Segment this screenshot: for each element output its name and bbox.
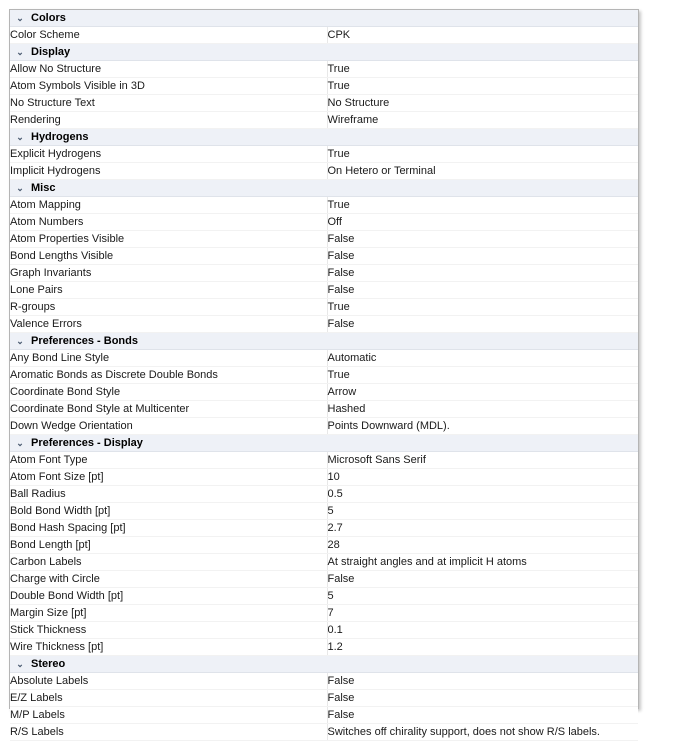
chevron-down-icon[interactable]: ⌄ — [16, 183, 24, 193]
property-name: Lone Pairs — [10, 282, 327, 299]
property-row[interactable] — [10, 724, 638, 741]
property-name: R/S Labels — [10, 724, 327, 741]
property-value[interactable]: True — [327, 61, 638, 78]
property-group-inner — [10, 44, 638, 60]
property-group-label: Hydrogens — [31, 131, 89, 143]
property-name: Coordinate Bond Style at Multicenter — [10, 401, 327, 418]
property-row[interactable] — [10, 673, 638, 690]
property-value[interactable]: CPK — [327, 27, 638, 44]
property-name: Carbon Labels — [10, 554, 327, 571]
property-group-header[interactable] — [10, 44, 638, 61]
property-group-label: Stereo — [31, 658, 66, 670]
property-value[interactable]: False — [327, 231, 638, 248]
property-value[interactable]: At straight angles and at implicit H atoms — [327, 554, 638, 571]
property-value[interactable]: Off — [327, 214, 638, 231]
property-value[interactable]: 2.7 — [327, 520, 638, 537]
property-row[interactable] — [10, 503, 638, 520]
chevron-down-icon[interactable]: ⌄ — [16, 336, 24, 346]
property-group-header[interactable] — [10, 333, 638, 350]
property-value[interactable]: False — [327, 707, 638, 724]
property-name: Atom Mapping — [10, 197, 327, 214]
property-row[interactable] — [10, 146, 638, 163]
property-row[interactable] — [10, 163, 638, 180]
property-group-header[interactable] — [10, 435, 638, 452]
property-name: R-groups — [10, 299, 327, 316]
property-group-cell — [10, 333, 638, 350]
property-name: Allow No Structure — [10, 61, 327, 78]
property-value[interactable]: False — [327, 316, 638, 333]
property-name: Charge with Circle — [10, 571, 327, 588]
property-value[interactable]: Switches off chirality support, does not show R/S labels. — [327, 724, 638, 741]
property-group-header[interactable] — [10, 656, 638, 673]
property-group-inner — [10, 656, 638, 672]
property-name: Explicit Hydrogens — [10, 146, 327, 163]
property-row[interactable] — [10, 622, 638, 639]
property-row[interactable] — [10, 639, 638, 656]
property-row[interactable] — [10, 95, 638, 112]
property-value[interactable]: 0.5 — [327, 486, 638, 503]
property-grid-panel — [9, 9, 639, 738]
property-value[interactable]: False — [327, 571, 638, 588]
property-row[interactable] — [10, 61, 638, 78]
property-value[interactable]: True — [327, 78, 638, 95]
property-row[interactable] — [10, 350, 638, 367]
property-name: Down Wedge Orientation — [10, 418, 327, 435]
property-name: Any Bond Line Style — [10, 350, 327, 367]
property-name: Implicit Hydrogens — [10, 163, 327, 180]
property-row[interactable] — [10, 316, 638, 333]
property-group-header[interactable] — [10, 10, 638, 27]
property-row[interactable] — [10, 282, 638, 299]
property-row[interactable] — [10, 554, 638, 571]
property-value[interactable]: False — [327, 673, 638, 690]
property-name: Atom Font Size [pt] — [10, 469, 327, 486]
property-row[interactable] — [10, 27, 638, 44]
property-name: Valence Errors — [10, 316, 327, 333]
property-group-label: Display — [31, 46, 71, 58]
property-row[interactable] — [10, 197, 638, 214]
property-row[interactable] — [10, 605, 638, 622]
property-name: Bond Hash Spacing [pt] — [10, 520, 327, 537]
property-value[interactable]: True — [327, 367, 638, 384]
property-group-label: Preferences - Bonds — [31, 335, 138, 347]
property-group-inner — [10, 129, 638, 145]
property-name: Double Bond Width [pt] — [10, 588, 327, 605]
property-value[interactable]: Points Downward (MDL). — [327, 418, 638, 435]
property-row[interactable] — [10, 452, 638, 469]
property-value[interactable]: Microsoft Sans Serif — [327, 452, 638, 469]
property-group-header[interactable] — [10, 180, 638, 197]
property-row[interactable] — [10, 418, 638, 435]
property-row[interactable] — [10, 299, 638, 316]
property-name: Atom Symbols Visible in 3D — [10, 78, 327, 95]
property-row[interactable] — [10, 707, 638, 724]
chevron-down-icon[interactable]: ⌄ — [16, 659, 24, 669]
property-value[interactable]: True — [327, 299, 638, 316]
property-value[interactable]: False — [327, 282, 638, 299]
property-group-cell — [10, 656, 638, 673]
property-value[interactable]: 5 — [327, 503, 638, 520]
chevron-down-icon[interactable]: ⌄ — [16, 13, 24, 23]
property-group-label: Preferences - Display — [31, 437, 143, 449]
property-name: Graph Invariants — [10, 265, 327, 282]
property-row[interactable] — [10, 571, 638, 588]
property-row[interactable] — [10, 486, 638, 503]
property-group-inner — [10, 333, 638, 349]
property-value[interactable]: Arrow — [327, 384, 638, 401]
property-row[interactable] — [10, 469, 638, 486]
chevron-down-icon[interactable]: ⌄ — [16, 47, 24, 57]
property-value[interactable]: 0.1 — [327, 622, 638, 639]
property-value[interactable]: 1.2 — [327, 639, 638, 656]
property-name: Color Scheme — [10, 27, 327, 44]
property-name: M/P Labels — [10, 707, 327, 724]
property-value[interactable]: False — [327, 690, 638, 707]
property-value[interactable]: 28 — [327, 537, 638, 554]
property-group-inner — [10, 180, 638, 196]
property-value[interactable]: On Hetero or Terminal — [327, 163, 638, 180]
property-value[interactable]: 7 — [327, 605, 638, 622]
property-name: Absolute Labels — [10, 673, 327, 690]
property-group-cell — [10, 435, 638, 452]
chevron-down-icon[interactable]: ⌄ — [16, 132, 24, 142]
property-grid — [10, 10, 638, 741]
property-row[interactable] — [10, 112, 638, 129]
property-name: Rendering — [10, 112, 327, 129]
property-name: Coordinate Bond Style — [10, 384, 327, 401]
property-value[interactable]: True — [327, 146, 638, 163]
property-row[interactable] — [10, 78, 638, 95]
property-group-label: Misc — [31, 182, 56, 194]
property-name: Stick Thickness — [10, 622, 327, 639]
property-name: Aromatic Bonds as Discrete Double Bonds — [10, 367, 327, 384]
property-name: Margin Size [pt] — [10, 605, 327, 622]
property-row[interactable] — [10, 537, 638, 554]
property-row[interactable] — [10, 248, 638, 265]
property-row[interactable] — [10, 231, 638, 248]
property-name: Bond Lengths Visible — [10, 248, 327, 265]
property-group-cell — [10, 44, 638, 61]
property-group-cell — [10, 180, 638, 197]
property-group-cell — [10, 10, 638, 27]
property-value[interactable]: 5 — [327, 588, 638, 605]
property-row[interactable] — [10, 588, 638, 605]
property-value[interactable]: Wireframe — [327, 112, 638, 129]
property-name: Ball Radius — [10, 486, 327, 503]
property-row[interactable] — [10, 690, 638, 707]
property-value[interactable]: False — [327, 265, 638, 282]
property-value[interactable]: No Structure — [327, 95, 638, 112]
property-group-header[interactable] — [10, 129, 638, 146]
property-row[interactable] — [10, 520, 638, 537]
property-row[interactable] — [10, 384, 638, 401]
property-value[interactable]: Hashed — [327, 401, 638, 418]
property-value[interactable]: Automatic — [327, 350, 638, 367]
property-row[interactable] — [10, 367, 638, 384]
property-name: Bond Length [pt] — [10, 537, 327, 554]
property-row[interactable] — [10, 401, 638, 418]
property-name: Bold Bond Width [pt] — [10, 503, 327, 520]
property-group-inner — [10, 435, 638, 451]
property-name: E/Z Labels — [10, 690, 327, 707]
property-name: No Structure Text — [10, 95, 327, 112]
property-row[interactable] — [10, 214, 638, 231]
property-group-cell — [10, 129, 638, 146]
property-row[interactable] — [10, 265, 638, 282]
property-value[interactable]: False — [327, 248, 638, 265]
property-value[interactable]: True — [327, 197, 638, 214]
property-value[interactable]: 10 — [327, 469, 638, 486]
property-group-inner — [10, 10, 638, 26]
property-name: Atom Numbers — [10, 214, 327, 231]
chevron-down-icon[interactable]: ⌄ — [16, 438, 24, 448]
property-group-label: Colors — [31, 12, 66, 24]
property-name: Wire Thickness [pt] — [10, 639, 327, 656]
property-name: Atom Font Type — [10, 452, 327, 469]
property-name: Atom Properties Visible — [10, 231, 327, 248]
